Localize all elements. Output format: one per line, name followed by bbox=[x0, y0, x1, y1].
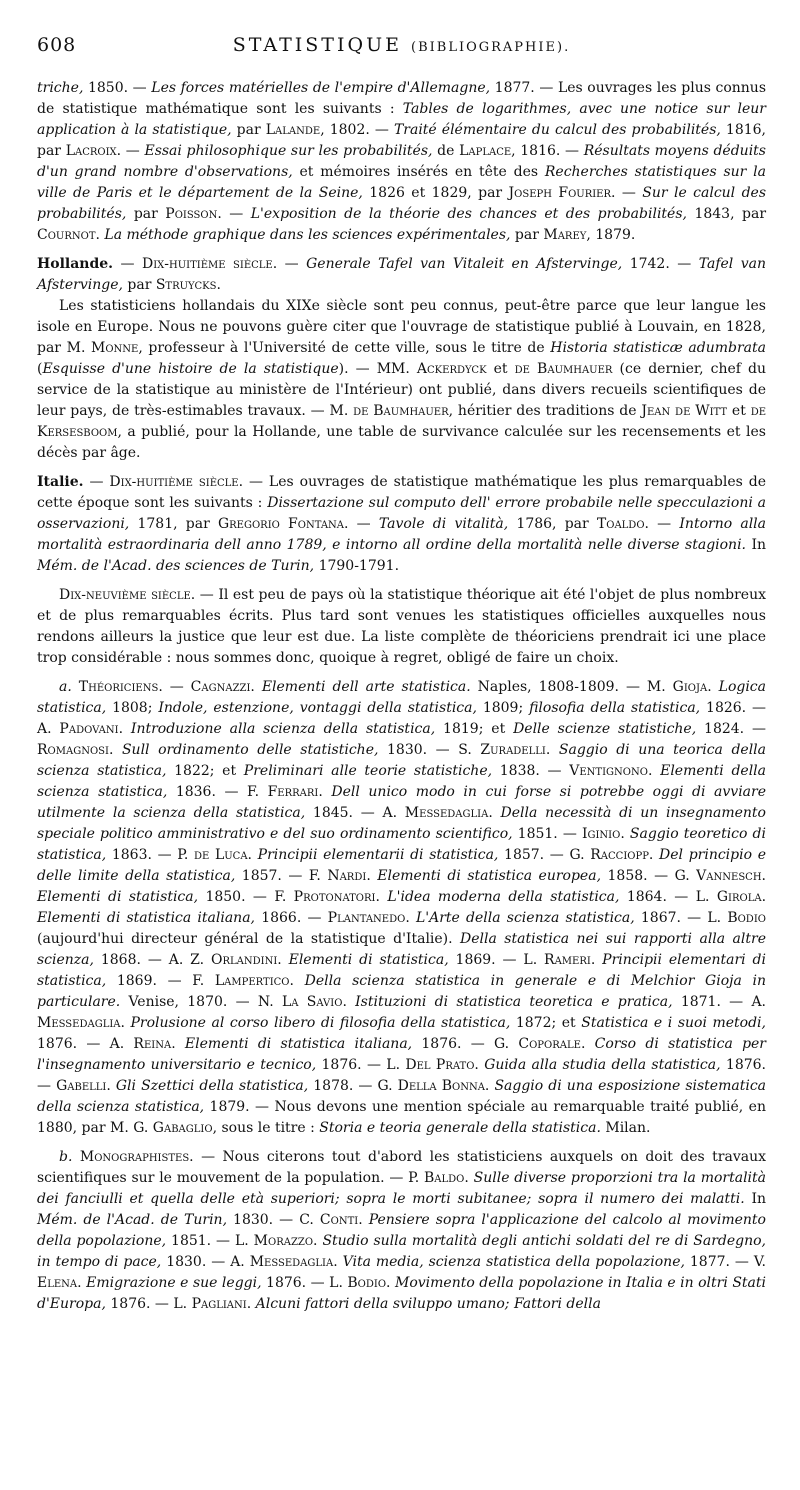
name-smallcaps: G. Della Bonna bbox=[377, 1078, 485, 1094]
name-smallcaps: F. Nardi bbox=[308, 868, 367, 884]
body-text: . bbox=[474, 1057, 485, 1073]
name-smallcaps: A. Padovani bbox=[37, 721, 119, 737]
italic-text: Intorno alla mortalità estraordinaria dell anno 1789, e intorno all ordine della mortalità nelle diverse stagioni. bbox=[37, 516, 766, 553]
body-text: 1851. — bbox=[512, 826, 582, 842]
paragraph-theoriciens bbox=[37, 677, 766, 1139]
body-text: 1850. — bbox=[198, 889, 275, 905]
body-text: . bbox=[761, 889, 767, 905]
body-text: 1851. — bbox=[166, 1233, 235, 1249]
body-text: 1868. — bbox=[93, 952, 169, 968]
body-text: , 1816. — bbox=[511, 143, 584, 159]
name-smallcaps: Gabelli bbox=[56, 1078, 107, 1094]
body-text: . bbox=[171, 1036, 185, 1052]
body-text: In bbox=[746, 537, 767, 553]
italic-text: Elementi di statistica, bbox=[37, 889, 199, 905]
body-text: 1819; et bbox=[435, 721, 514, 737]
italic-text: Elementi della scienza statistica, bbox=[37, 763, 767, 800]
italic-text: Preliminari alle teorie statistiche, bbox=[243, 763, 493, 779]
name-smallcaps: A. Messedaglia bbox=[382, 805, 489, 821]
paragraph-hollande-heading bbox=[37, 254, 766, 296]
body-text: . — Les ouvrages de statistique mathématique les plus remarquables de cette époque sont les suivants : bbox=[37, 474, 766, 511]
italic-text: Prolusione al corso libero di filosofia della statistica, bbox=[130, 1015, 511, 1031]
name-smallcaps: Gregorio Fontana bbox=[217, 516, 345, 532]
italic-text: Della statistica nei sui rapporti alla altre scienza, bbox=[37, 931, 766, 968]
body-text: 1838. — bbox=[492, 763, 570, 779]
body-text: par bbox=[231, 122, 266, 138]
name-smallcaps: Struycks bbox=[155, 277, 217, 293]
italic-text: Les forces matérielles de l'empire d'Allemagne, bbox=[151, 80, 491, 96]
italic-text: Elementi dell arte statistica. bbox=[261, 679, 471, 695]
name-smallcaps: Plantanedo bbox=[327, 910, 406, 926]
body-text: 1866. — bbox=[255, 910, 328, 926]
italic-text: La méthode graphique dans les sciences expérimentales, bbox=[104, 227, 511, 243]
body-text: 1830. — bbox=[227, 1212, 300, 1228]
italic-text: L'Arte della scienza statistica, bbox=[415, 910, 635, 926]
name-smallcaps: Lalande bbox=[265, 122, 321, 138]
body-text: 1836. — bbox=[167, 784, 248, 800]
name-smallcaps: M. Monne bbox=[66, 340, 139, 356]
body-text: ). — MM. bbox=[338, 361, 417, 377]
body-text: 1871. — bbox=[672, 994, 752, 1010]
body-text: 1869. — bbox=[448, 952, 524, 968]
italic-text: Dissertazione sul computo dell' errore probabile nelle specculazioni a osservazioni, bbox=[37, 495, 766, 532]
body-text: . — bbox=[644, 516, 680, 532]
body-text: 1822; et bbox=[166, 763, 244, 779]
name-smallcaps: N. La Savio bbox=[257, 994, 343, 1010]
name-smallcaps: G. Coporale bbox=[494, 1036, 581, 1052]
name-smallcaps: Théoriciens bbox=[78, 679, 159, 695]
italic-text: Historia statisticæ adumbrata bbox=[550, 340, 766, 356]
body-text: par bbox=[126, 206, 166, 222]
body-text: 1826. — bbox=[700, 700, 767, 716]
bold-heading: Italie. bbox=[37, 474, 84, 490]
italic-text: Dell unico modo in cui forse si potrebbe oggi di avviare utilmente la scienza della statistica, bbox=[37, 784, 767, 821]
body-text: 1876. — bbox=[37, 1057, 767, 1094]
paragraph-monographistes bbox=[37, 1147, 766, 1315]
body-text: 1857. — bbox=[498, 847, 570, 863]
body-text: 1877. — Les ouvrages les plus connus de statistique mathématique sont les suivants : bbox=[37, 80, 766, 117]
body-text: . bbox=[647, 763, 661, 779]
name-smallcaps: L. Bodio bbox=[707, 910, 766, 926]
body-text: de bbox=[432, 143, 460, 159]
body-text: . bbox=[464, 1170, 474, 1186]
body-text: . bbox=[375, 889, 388, 905]
name-smallcaps: Lacroix bbox=[65, 143, 117, 159]
name-smallcaps: Monographistes bbox=[79, 1149, 190, 1165]
italic-text: Tafel van Afstervinge, bbox=[37, 256, 767, 293]
body-text: 1843, par bbox=[686, 206, 767, 222]
italic-text: Storia e teoria generale della statistica. bbox=[319, 1120, 601, 1136]
name-smallcaps: F. Ferrari bbox=[247, 784, 319, 800]
body-text: 1876. — bbox=[412, 1036, 494, 1052]
body-text: 1830. — bbox=[378, 742, 459, 758]
italic-text: Alcuni fattori della sviluppo umano; Fattori della bbox=[255, 1296, 601, 1312]
body-text: , a publié, pour la Hollande, une table de survivance calculée sur les recensements et les décès par âge. bbox=[37, 424, 766, 461]
italic-text: Delle scienze statistiche, bbox=[513, 721, 697, 737]
italic-text: Essai philosophique sur les probabilités, bbox=[144, 143, 433, 159]
body-text: par bbox=[122, 277, 156, 293]
body-text: . bbox=[277, 952, 289, 968]
italic-text: Del principio e delle limite della statistica, bbox=[37, 847, 766, 884]
name-smallcaps: M. G. Gabaglio bbox=[109, 1120, 213, 1136]
body-text bbox=[72, 1149, 79, 1165]
name-smallcaps: Toaldo bbox=[596, 516, 645, 532]
body-text: 1876. — bbox=[105, 1296, 174, 1312]
name-smallcaps: G. Vannesch bbox=[674, 868, 762, 884]
body-text bbox=[72, 679, 79, 695]
body-text: ( bbox=[37, 361, 43, 377]
body-text: In bbox=[744, 1191, 767, 1207]
body-text: . bbox=[358, 1212, 369, 1228]
italic-text: Sulle diverse proporzioni tra la mortalità dei fanciulli et quella delle età superiori; sopra le morti subitanee; sopra il numero dei malatti. bbox=[37, 1170, 767, 1207]
body-text: 1858. — bbox=[601, 868, 675, 884]
body-text: . bbox=[120, 1015, 131, 1031]
italic-text: Generale Tafel van Vitaleit en Afstervinge, bbox=[306, 256, 623, 272]
italic-text: Guida alla studia della statistica, bbox=[484, 1057, 721, 1073]
running-head bbox=[37, 34, 766, 60]
body-text: . — Il est peu de pays où la statistique théorique ait été l'objet de plus nombreux et de plus remarquables écrits. Plus tard sont venues les statistiques officielles auxquelles nous rendons ailleurs la justice que leur est due. La liste complète de théoriciens prendrait ici une place trop considérable : nous sommes donc, quoique à regret, obligé de faire un choix. bbox=[37, 587, 767, 666]
body-text: . — bbox=[272, 256, 307, 272]
body-text: . — bbox=[158, 679, 191, 695]
body-text: . bbox=[545, 742, 559, 758]
name-smallcaps: P. Baldo bbox=[408, 1170, 465, 1186]
body-text: 1809; bbox=[476, 700, 530, 716]
name-smallcaps: C. Conti bbox=[299, 1212, 359, 1228]
name-smallcaps: L. Pagliani bbox=[173, 1296, 247, 1312]
body-text: . bbox=[77, 1275, 87, 1291]
name-smallcaps: L. Girola bbox=[695, 889, 762, 905]
body-text: , 1879. bbox=[586, 227, 636, 243]
body-text: . bbox=[648, 847, 660, 863]
body-text: et bbox=[486, 361, 515, 377]
body-text: . — Nous citerons tout d'abord les statisticiens auxquels on doit des travaux scientifiques sur le mouvement de la population. — bbox=[37, 1149, 767, 1186]
italic-text: Logica statistica, bbox=[37, 679, 766, 716]
name-smallcaps: Marey bbox=[543, 227, 587, 243]
running-title-main: STATISTIQUE bbox=[232, 34, 402, 56]
name-smallcaps: Laplace bbox=[459, 143, 512, 159]
page-number: 608 bbox=[37, 34, 77, 56]
body-text: . bbox=[488, 805, 501, 821]
body-text: 1877. — bbox=[684, 1254, 754, 1270]
running-title-sub: (BIBLIOGRAPHIE). bbox=[411, 40, 571, 55]
body-text: . bbox=[246, 1296, 256, 1312]
body-text: 1816, par bbox=[37, 122, 767, 159]
body-text: 1781, par bbox=[129, 516, 218, 532]
paragraph-italie-heading bbox=[37, 472, 766, 577]
body-text: . bbox=[250, 679, 262, 695]
body-text: 1869. — bbox=[106, 973, 193, 989]
body-text: . bbox=[342, 994, 356, 1010]
italic-text: Gli Szettici della statistica, bbox=[115, 1078, 309, 1094]
name-smallcaps: P. de Luca bbox=[177, 847, 248, 863]
name-smallcaps: L. Bodio bbox=[329, 1275, 387, 1291]
body-text: . bbox=[386, 1275, 395, 1291]
body-text: , héritier des traditions de bbox=[448, 403, 642, 419]
body-text: (aujourd'hui directeur général de la statistique d'Italie). bbox=[37, 931, 461, 947]
italic-text: Sur le calcul des probabilités, bbox=[37, 185, 767, 222]
italic-text: Elementi di statistica italiana, bbox=[37, 910, 255, 926]
body-text: 1826 et 1829, par bbox=[362, 185, 509, 201]
body-text: . bbox=[405, 910, 416, 926]
body-text: 1850. — bbox=[83, 80, 152, 96]
italic-text: triche, bbox=[37, 80, 84, 96]
italic-text: Studio sulla mortalità degli antichi soldati del re di Sardegno, in tempo di pace, bbox=[37, 1233, 767, 1270]
body-text: Les statisticiens hollandais du XIXe siècle sont peu connus, peut-être parce que leur langue les isole en Europe. Nous ne pouvons guère citer que l'ouvrage de statistique publié à Louvain, en 1828, par bbox=[37, 298, 766, 356]
body-text: . bbox=[318, 784, 332, 800]
body-text: (ce dernier, chef du service de la statistique au ministère de l'Intérieur) ont publié, dans divers recueils scientifiques de leur pays, de très-estimables travaux. — M. bbox=[37, 361, 766, 419]
italic-text: Elementi di statistica italiana, bbox=[184, 1036, 413, 1052]
italic-text: Traité élémentaire du calcul des probabilités, bbox=[393, 122, 721, 138]
body-text: 1876. — bbox=[37, 1036, 110, 1052]
italic-text: b. bbox=[59, 1149, 73, 1165]
body-text: . bbox=[366, 868, 378, 884]
body-text: 1790-1791. bbox=[314, 558, 400, 574]
italic-text: L'exposition de la théorie des chances et des probabilités, bbox=[250, 206, 687, 222]
name-smallcaps: Dix-neuvième siècle bbox=[59, 587, 191, 603]
body-text: . bbox=[95, 227, 105, 243]
body-text: 1786, par bbox=[508, 516, 597, 532]
name-smallcaps: Ventignono bbox=[569, 763, 648, 779]
italic-text: Istituzioni di statistica teoretica e pratica, bbox=[355, 994, 673, 1010]
name-smallcaps: Jean de Witt bbox=[641, 403, 728, 419]
italic-text: Esquisse d'une histoire de la statistique bbox=[42, 361, 339, 377]
italic-text: Mém. de l'Acad. des sciences de Turin, bbox=[37, 558, 315, 574]
body-text: Naples, 1808-1809. — bbox=[470, 679, 647, 695]
body-text: . bbox=[106, 1078, 116, 1094]
body-text: . bbox=[333, 1254, 343, 1270]
italic-text: Elementi di statistica, bbox=[288, 952, 449, 968]
name-smallcaps: de Kersesboom bbox=[37, 403, 767, 440]
name-smallcaps: Joseph Fourier bbox=[508, 185, 611, 201]
body-text: 1824. — bbox=[696, 721, 766, 737]
italic-text: Della scienza statistica in generale e di Melchior Gioja in particulare. bbox=[37, 973, 766, 1010]
name-smallcaps: Ackerdyck bbox=[416, 361, 487, 377]
italic-text: Indole, estenzione, vontaggi della statistica, bbox=[158, 700, 477, 716]
body-text: . bbox=[484, 1078, 495, 1094]
body-text: . bbox=[313, 1233, 323, 1249]
body-text: 1878. — bbox=[308, 1078, 378, 1094]
name-smallcaps: F. Lampertico bbox=[192, 973, 290, 989]
italic-text: Sull ordinamento delle statistiche, bbox=[121, 742, 379, 758]
body-text: 1864. — bbox=[619, 889, 696, 905]
body-text: — bbox=[113, 256, 142, 272]
italic-text: Della necessità di un insegnamento speciale politico amministrativo e del suo ordinamento scientifico, bbox=[37, 805, 766, 842]
name-smallcaps: A. Reina bbox=[109, 1036, 172, 1052]
body-text: . bbox=[707, 679, 719, 695]
name-smallcaps: A. Messedaglia bbox=[230, 1254, 334, 1270]
italic-text: Pensiere sopra l'applicazione del calcolo al movimento della popolazione, bbox=[37, 1212, 766, 1249]
body-text: 1830. — bbox=[161, 1254, 231, 1270]
italic-text: Vita media, scienza statistica della popolazione, bbox=[342, 1254, 685, 1270]
name-smallcaps: Iginio bbox=[581, 826, 621, 842]
italic-text: Saggio di una teorica della scienza statistica, bbox=[37, 742, 767, 779]
body-text: 1857. — bbox=[235, 868, 309, 884]
italic-text: Principii elementarii di statistica, bbox=[257, 847, 499, 863]
body-text: et bbox=[727, 403, 751, 419]
italic-text: Tables de logarithmes, avec une notice sur leur application à la statistique, bbox=[37, 101, 766, 138]
italic-text: Mém. de l'Acad. de Turin, bbox=[37, 1212, 228, 1228]
name-smallcaps: L. Rameri bbox=[523, 952, 591, 968]
name-smallcaps: M. Gioja bbox=[646, 679, 708, 695]
name-smallcaps: Romagnosi bbox=[37, 742, 109, 758]
italic-text: Résultats moyens déduits d'un grand nombre d'observations, bbox=[37, 143, 766, 180]
italic-text: Saggio teoretico di statistica, bbox=[37, 826, 766, 863]
name-smallcaps: S. Zuradelli bbox=[458, 742, 546, 758]
body-text: Venise, 1870. — bbox=[120, 994, 258, 1010]
body-text: Milan. bbox=[600, 1120, 651, 1136]
body-text: , professeur à l'Université de cette ville, sous le titre de bbox=[138, 340, 551, 356]
body-text: 1876. — bbox=[261, 1275, 330, 1291]
body-text: et mémoires insérés en tête des bbox=[292, 164, 545, 180]
italic-text: Recherches statistiques sur la ville de Paris et le département de la Seine, bbox=[37, 164, 766, 201]
body-text: . — bbox=[344, 516, 379, 532]
body-text: — bbox=[83, 474, 110, 490]
body-text: . bbox=[580, 1036, 595, 1052]
name-smallcaps: L. Morazzo bbox=[234, 1233, 314, 1249]
name-smallcaps: Poisson bbox=[165, 206, 218, 222]
body-text: 1742. — bbox=[622, 256, 699, 272]
body-text: . bbox=[590, 952, 603, 968]
italic-text: Emigrazione e sue leggi, bbox=[86, 1275, 262, 1291]
paragraph-intro-continued bbox=[37, 78, 766, 246]
name-smallcaps: A. Messedaglia bbox=[37, 994, 766, 1031]
name-smallcaps: Cagnazzi bbox=[190, 679, 251, 695]
italic-text: Movimento della popolazione in Italia e in oltri Stati d'Europa, bbox=[37, 1275, 766, 1312]
italic-text: Principii elementari di statistica, bbox=[37, 952, 766, 989]
name-smallcaps: F. Protonatori bbox=[274, 889, 376, 905]
italic-text: Elementi di statistica europea, bbox=[377, 868, 602, 884]
name-smallcaps: Dix-huitième siècle bbox=[109, 474, 239, 490]
body-text: par bbox=[510, 227, 544, 243]
body-text: . bbox=[620, 826, 630, 842]
italic-text: Statistica e i suoi metodi, bbox=[581, 1015, 766, 1031]
body-text: . bbox=[216, 277, 221, 293]
body-text: . — bbox=[116, 143, 145, 159]
body-text: , 1802. — bbox=[320, 122, 394, 138]
running-title bbox=[37, 34, 766, 56]
body-text: . — bbox=[611, 185, 643, 201]
body-text: . bbox=[761, 868, 766, 884]
italic-text: Tavole di vitalità, bbox=[378, 516, 509, 532]
body-text: 1845. — bbox=[305, 805, 383, 821]
body-text: . bbox=[108, 742, 122, 758]
body-text: . — bbox=[217, 206, 251, 222]
body-text: 1872; et bbox=[510, 1015, 582, 1031]
italic-text: Corso di statistica per l'insegnamento universitario e tecnico, bbox=[37, 1036, 767, 1073]
paragraph-hollande-text bbox=[37, 296, 766, 464]
italic-text: Introduzione alla scienza della statistica, bbox=[130, 721, 436, 737]
body-text: . bbox=[247, 847, 258, 863]
italic-text: L'idea moderna della statistica, bbox=[387, 889, 620, 905]
name-smallcaps: L. Del Prato bbox=[386, 1057, 475, 1073]
body-text: 1863. — bbox=[106, 847, 178, 863]
name-smallcaps: Dix-huitième siècle bbox=[141, 256, 273, 272]
name-smallcaps: de Baumhauer bbox=[353, 403, 449, 419]
body-text: , sous le titre : bbox=[212, 1120, 320, 1136]
italic-text: a. bbox=[59, 679, 72, 695]
name-smallcaps: V. Elena bbox=[37, 1254, 766, 1291]
name-smallcaps: G. Racciopp bbox=[569, 847, 649, 863]
paragraph-xix-siecle bbox=[37, 585, 766, 669]
italic-text: Saggio di una esposizione sistematica della scienza statistica, bbox=[37, 1078, 767, 1115]
bold-heading: Hollande. bbox=[37, 256, 114, 272]
name-smallcaps: A. Z. Orlandini bbox=[168, 952, 278, 968]
body-text: 1867. — bbox=[634, 910, 708, 926]
body-text: . bbox=[289, 973, 305, 989]
italic-text: filosofia della statistica, bbox=[529, 700, 701, 716]
body-text: . bbox=[118, 721, 131, 737]
body-text: 1876. — bbox=[316, 1057, 387, 1073]
name-smallcaps: de Baumhauer bbox=[514, 361, 613, 377]
page-body bbox=[37, 78, 766, 1315]
body-text: 1808; bbox=[106, 700, 159, 716]
name-smallcaps: Cournot bbox=[37, 227, 96, 243]
body-text: 1879. — Nous devons une mention spéciale au remarquable traité publié, en 1880, par bbox=[37, 1099, 766, 1136]
